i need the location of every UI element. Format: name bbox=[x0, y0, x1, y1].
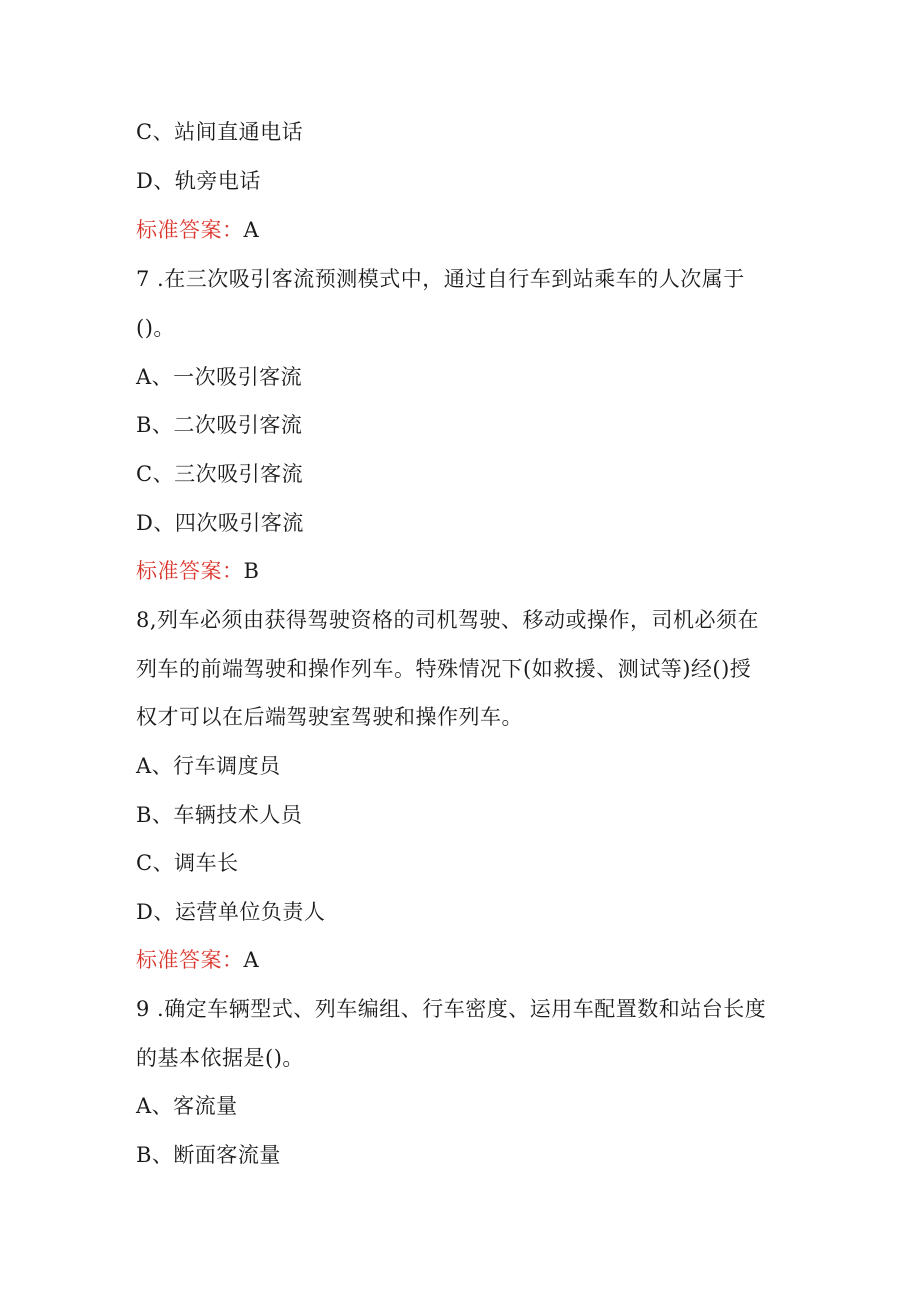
question-8-option-d: D、运营单位负责人 bbox=[136, 900, 326, 924]
answer-label: 标准答案： bbox=[136, 559, 244, 583]
question-8-stem-line-2: 列车的前端驾驶和操作列车。特殊情况下(如救援、测试等)经()授 bbox=[136, 657, 752, 681]
question-8-option-b: B、车辆技术人员 bbox=[136, 803, 303, 827]
question-7-option-a: A、一次吸引客流 bbox=[136, 365, 303, 389]
question-9-option-a: A、客流量 bbox=[136, 1094, 238, 1118]
answer-value: B bbox=[243, 559, 260, 583]
question-7-option-b: B、二次吸引客流 bbox=[136, 413, 303, 437]
question-9-option-b: B、断面客流量 bbox=[136, 1143, 281, 1167]
question-9-stem-line-1: 9 .确定车辆型式、列车编组、行车密度、运用车配置数和站台长度 bbox=[136, 997, 767, 1021]
answer-label: 标准答案： bbox=[136, 218, 244, 242]
answer-value: A bbox=[243, 218, 260, 242]
answer-line bbox=[136, 215, 259, 245]
question-8-stem-line-1: 8,列车必须由获得驾驶资格的司机驾驶、移动或操作，司机必须在 bbox=[136, 608, 760, 632]
question-7-option-d: D、四次吸引客流 bbox=[136, 511, 304, 535]
answer-label: 标准答案： bbox=[136, 948, 244, 972]
option-d: D、轨旁电话 bbox=[136, 169, 261, 193]
question-7-answer bbox=[136, 556, 259, 586]
question-7-stem-line-2: ()。 bbox=[136, 316, 175, 340]
question-7-stem-line-1: 7 .在三次吸引客流预测模式中，通过自行车到站乘车的人次属于 bbox=[136, 267, 745, 291]
question-9-stem-line-2: 的基本依据是()。 bbox=[136, 1046, 304, 1070]
answer-value: A bbox=[243, 948, 260, 972]
question-8-option-a: A、行车调度员 bbox=[136, 754, 281, 778]
question-8-option-c: C、调车长 bbox=[136, 851, 239, 875]
question-8-stem-line-3: 权才可以在后端驾驶室驾驶和操作列车。 bbox=[136, 705, 523, 729]
question-8-answer bbox=[136, 945, 259, 975]
option-c: C、站间直通电话 bbox=[136, 120, 304, 144]
question-7-option-c: C、三次吸引客流 bbox=[136, 462, 304, 486]
